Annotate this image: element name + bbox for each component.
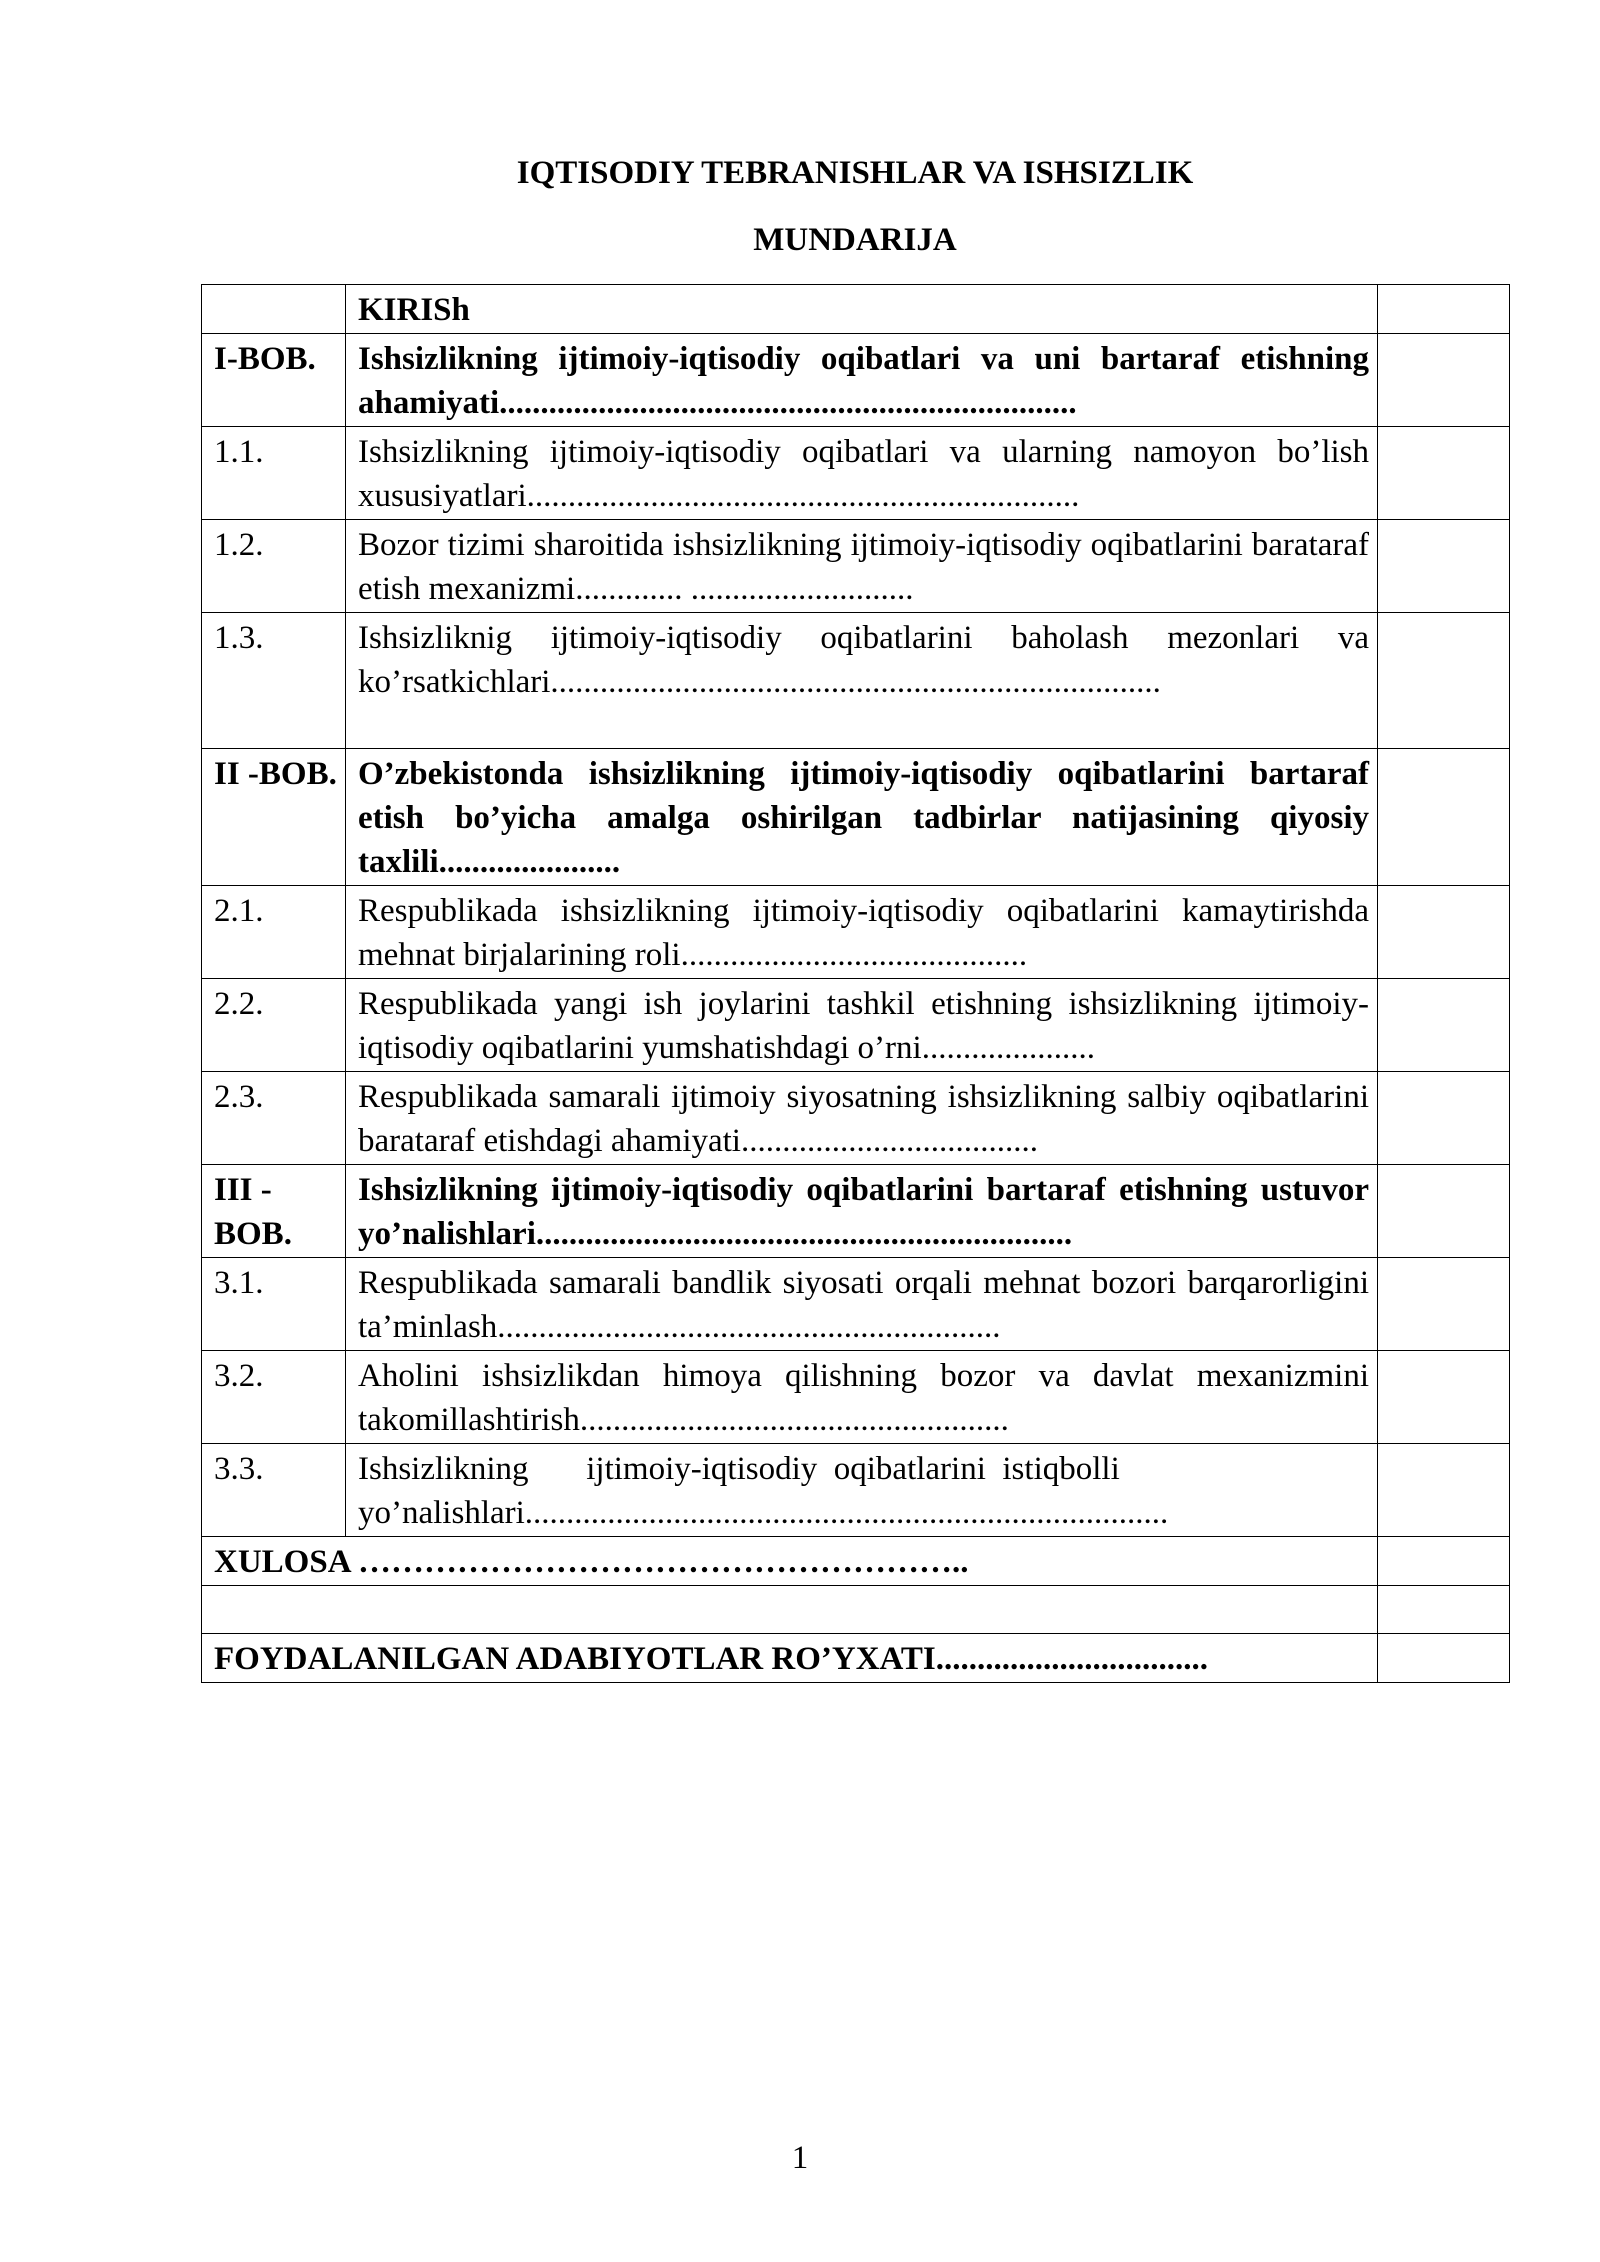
toc-row-empty	[202, 1586, 1510, 1634]
toc-page-cell	[1378, 1586, 1510, 1634]
toc-page-cell	[1378, 613, 1510, 749]
toc-page-cell	[1378, 1165, 1510, 1258]
toc-page-cell	[1378, 1258, 1510, 1351]
toc-page-cell	[1378, 1351, 1510, 1444]
toc-number: 3.1.	[202, 1258, 346, 1351]
toc-number-cell	[202, 285, 346, 334]
toc-entry: O’zbekistonda ishsizlikning ijtimoiy-iqtisodiy oqibatlarini bartaraf etish bo’yicha amalga oshirilgan tadbirlar natijasining qiyosiy taxlili......................	[346, 749, 1378, 886]
toc-empty-cell	[202, 1586, 1378, 1634]
toc-number: 1.3.	[202, 613, 346, 749]
toc-number: III -BOB.	[202, 1165, 346, 1258]
toc-page-cell	[1378, 1072, 1510, 1165]
table-row	[202, 886, 1510, 979]
toc-entry: Respublikada ishsizlikning ijtimoiy-iqtisodiy oqibatlarini kamaytirishda mehnat birjalarining roli..........................................	[346, 886, 1378, 979]
toc-entry: Respublikada samarali ijtimoiy siyosatning ishsizlikning salbiy oqibatlarini barataraf etishdagi ahamiyati....................................	[346, 1072, 1378, 1165]
toc-number: 2.3.	[202, 1072, 346, 1165]
toc-entry: Aholini ishsizlikdan himoya qilishning bozor va davlat mexanizmini takomillashtirish....................................................	[346, 1351, 1378, 1444]
toc-entry: Ishsizlikning ijtimoiy-iqtisodiy oqibatlarini bartaraf etishning ustuvor yo’nalishlari.................................................................	[346, 1165, 1378, 1258]
toc-entry: Ishsizlikning ijtimoiy-iqtisodiy oqibatlari va uni bartaraf etishning ahamiyati......................................................................	[346, 334, 1378, 427]
toc-page-cell	[1378, 1537, 1510, 1586]
toc-row-adabiyotlar	[202, 1634, 1510, 1683]
toc-page-cell	[1378, 1634, 1510, 1683]
toc-row-kirish	[202, 285, 1510, 334]
toc-page-cell	[1378, 427, 1510, 520]
toc-entry-adabiyotlar: FOYDALANILGAN ADABIYOTLAR RO’YXATI.................................	[202, 1634, 1378, 1683]
table-row	[202, 1072, 1510, 1165]
toc-number: 2.1.	[202, 886, 346, 979]
toc-number: 1.2.	[202, 520, 346, 613]
toc-number: 2.2.	[202, 979, 346, 1072]
table-row	[202, 520, 1510, 613]
toc-entry: Ishsizliknig ijtimoiy-iqtisodiy oqibatlarini baholash mezonlari va ko’rsatkichlari..........................................................................	[346, 613, 1378, 749]
table-row	[202, 1444, 1510, 1537]
toc-heading: MUNDARIJA	[753, 222, 957, 258]
toc-number: 3.2.	[202, 1351, 346, 1444]
table-row	[202, 979, 1510, 1072]
toc-entry: Respublikada samarali bandlik siyosati orqali mehnat bozori barqarorligini ta’minlash.............................................................	[346, 1258, 1378, 1351]
toc-entry: Ishsizlikning ijtimoiy-iqtisodiy oqibatlarini istiqbolli yo’nalishlari..............................................................................	[346, 1444, 1378, 1537]
toc-entry-xulosa: XULOSA ………………………………………………..	[202, 1537, 1378, 1586]
page-number: 1	[791, 2140, 809, 2176]
table-row	[202, 1258, 1510, 1351]
toc-entry-kirish: KIRISh	[346, 285, 1378, 334]
toc-number: I-BOB.	[202, 334, 346, 427]
toc-row-xulosa	[202, 1537, 1510, 1586]
table-row	[202, 1351, 1510, 1444]
table-row	[202, 749, 1510, 886]
table-row	[202, 613, 1510, 749]
toc-number: 1.1.	[202, 427, 346, 520]
table-row	[202, 1165, 1510, 1258]
toc-entry: Ishsizlikning ijtimoiy-iqtisodiy oqibatlari va ularning namoyon bo’lish xususiyatlari...................................................................	[346, 427, 1378, 520]
toc-entry: Respublikada yangi ish joylarini tashkil etishning ishsizlikning ijtimoiy-iqtisodiy oqibatlarini yumshatishdagi o’rni.....................	[346, 979, 1378, 1072]
toc-page-cell	[1378, 520, 1510, 613]
toc-page-cell	[1378, 979, 1510, 1072]
toc-page-cell	[1378, 886, 1510, 979]
table-of-contents	[201, 284, 1510, 1683]
table-row	[202, 427, 1510, 520]
toc-page-cell	[1378, 749, 1510, 886]
toc-entry: Bozor tizimi sharoitida ishsizlikning ijtimoiy-iqtisodiy oqibatlarini barataraf etish mexanizmi............. ...........................	[346, 520, 1378, 613]
toc-number: II -BOB.	[202, 749, 346, 886]
toc-page-cell	[1378, 334, 1510, 427]
table-row	[202, 334, 1510, 427]
toc-page-cell	[1378, 285, 1510, 334]
toc-page-cell	[1378, 1444, 1510, 1537]
toc-number: 3.3.	[202, 1444, 346, 1537]
document-title: IQTISODIY TEBRANISHLAR VA ISHSIZLIK	[516, 155, 1194, 191]
